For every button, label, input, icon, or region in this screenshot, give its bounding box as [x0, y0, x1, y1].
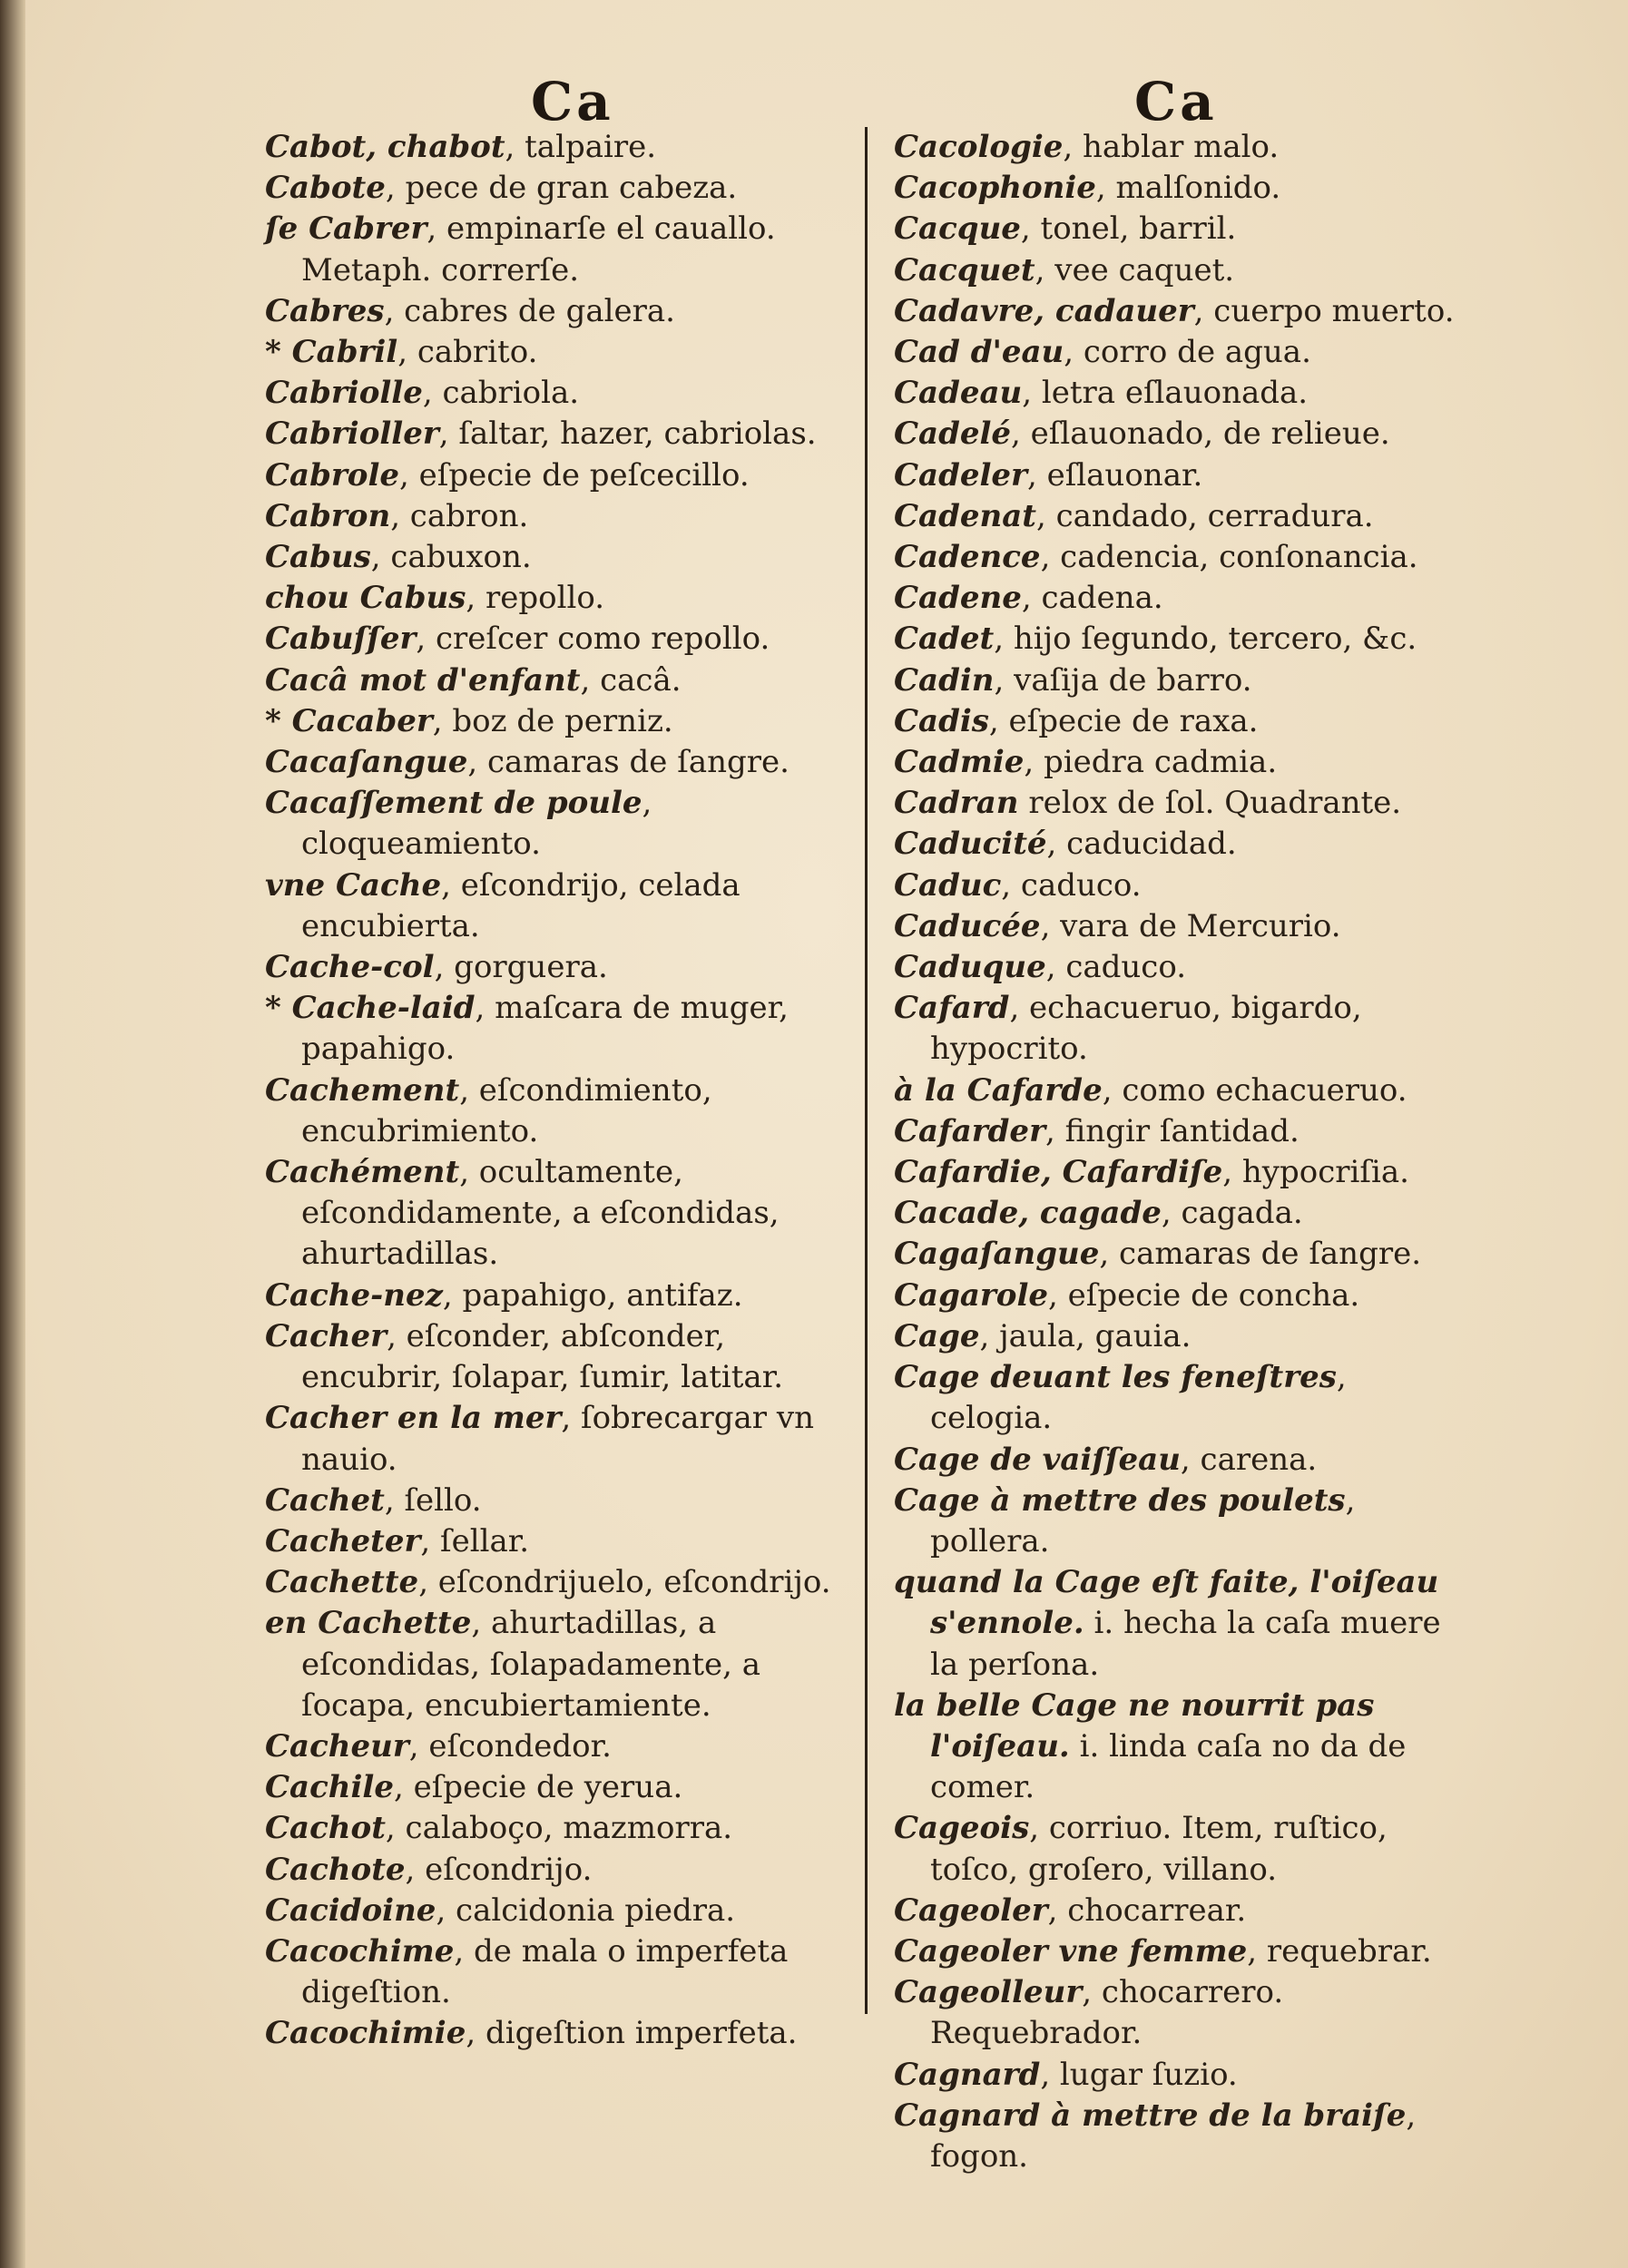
entry-definition: , repollo. — [466, 580, 605, 617]
dictionary-entry — [894, 578, 1456, 619]
entry-headword: Cabrole — [265, 456, 400, 494]
entry-headword: Cacheur — [265, 1727, 409, 1765]
entry-headword: * Cache-laid — [265, 990, 476, 1027]
entry-headword: Cafarder — [894, 1112, 1045, 1149]
dictionary-entry — [265, 1767, 864, 1808]
entry-headword: Caducée — [894, 907, 1041, 944]
entry-definition: , cadencia, conſonancia. — [1040, 539, 1418, 576]
entry-definition: , digeſtion imperfeta. — [466, 2015, 798, 2052]
dictionary-entry — [894, 1111, 1456, 1152]
entry-definition: , ſello. — [384, 1481, 482, 1519]
entry-definition: , ſellar. — [420, 1522, 530, 1559]
dictionary-entry — [265, 1808, 864, 1849]
entry-headword: Cadenat — [894, 497, 1036, 534]
entry-headword: Cadavre, cadauer — [894, 292, 1194, 329]
entry-headword: * Cabril — [265, 334, 398, 371]
entry-headword: Cacophonie — [894, 170, 1096, 207]
entry-headword: ſe Cabrer — [265, 210, 427, 248]
dictionary-entry — [265, 578, 864, 619]
entry-definition: , ſaltar, hazer, cabriolas. — [438, 415, 817, 453]
entry-headword: Caduque — [894, 949, 1046, 986]
entry-definition: , cabriola. — [422, 375, 580, 412]
dictionary-entry — [894, 988, 1456, 1070]
entry-headword: Cabres — [265, 292, 385, 329]
entry-definition: , candado, cerradura. — [1035, 497, 1374, 534]
entry-definition: , corriuo. Item, ruſtico, toſco, groſero, villano. — [930, 1810, 1388, 1888]
dictionary-entry — [894, 496, 1456, 537]
entry-definition: , eſpecie de raxa. — [988, 702, 1259, 739]
entry-definition: , ahurtadillas, a eſcondidas, ſolapadamente, a ſocapa, encubiertamiente. — [301, 1605, 761, 1724]
running-header-left: Ca — [531, 71, 614, 132]
entry-headword: Cagnard — [894, 2056, 1041, 2093]
entry-definition: , talpaire. — [505, 129, 657, 165]
entry-headword: Cacochimie — [265, 2015, 466, 2052]
dictionary-entry — [894, 168, 1456, 209]
entry-headword: Cachément — [265, 1154, 460, 1191]
entry-definition: , pollera. — [930, 1481, 1356, 1559]
entry-definition: , carena. — [1180, 1441, 1318, 1478]
entry-headword: la belle Cage ne nourrit pas l'oiſeau. — [894, 1686, 1375, 1765]
entry-definition: , eſcondrijo, celada encubierta. — [301, 866, 740, 944]
entry-headword: Cagnard à mettre de la braiſe — [894, 2097, 1407, 2134]
dictionary-entry — [894, 1276, 1456, 1316]
entry-definition: , creſcer como repollo. — [416, 621, 770, 658]
entry-definition: , como echacueruo. — [1102, 1071, 1407, 1109]
dictionary-entry — [894, 1686, 1456, 1809]
dictionary-entry — [265, 1562, 864, 1603]
entry-definition: , vaſija de barro. — [994, 661, 1252, 699]
entry-definition: , eſconder, abſconder, encubrir, ſolapar, ſumir, latitar. — [301, 1317, 784, 1396]
dictionary-entry — [265, 1891, 864, 1931]
entry-definition: i. linda caſa no da de comer. — [930, 1727, 1407, 1806]
dictionary-entry — [265, 209, 864, 290]
entry-headword: Cachote — [265, 1851, 406, 1888]
entry-definition: , echacueruo, bigardo, hypocrito. — [930, 990, 1362, 1068]
entry-definition: , papahigo, antifaz. — [442, 1276, 743, 1314]
dictionary-entry — [894, 291, 1456, 332]
dictionary-entry — [894, 537, 1456, 578]
dictionary-entry — [265, 455, 864, 496]
entry-definition: , empinarſe el cauallo. Metaph. correrſe. — [301, 210, 776, 288]
dictionary-entry — [894, 660, 1456, 701]
entry-headword: Caduc — [894, 866, 1002, 904]
entry-definition: , eſcondimiento, encubrimiento. — [301, 1071, 712, 1149]
dictionary-entry — [894, 209, 1456, 249]
dictionary-entry — [265, 414, 864, 455]
entry-headword: à la Cafarde — [894, 1071, 1103, 1109]
entry-definition: , calcidonia piedra. — [436, 1892, 736, 1929]
entry-definition: , chocarrero. Requebrador. — [930, 1974, 1284, 2052]
entry-headword: Cabuſſer — [265, 621, 417, 658]
running-header-right: Ca — [1134, 71, 1218, 132]
entry-definition: , vee caquet. — [1035, 251, 1235, 288]
entry-headword: Cadet — [894, 621, 995, 658]
entry-definition: , boz de perniz. — [432, 702, 673, 739]
entry-definition: , cadena. — [1021, 580, 1163, 617]
entry-definition: , piedra cadmia. — [1024, 744, 1278, 781]
entry-headword: Cacaſangue — [265, 744, 468, 781]
dictionary-entry — [894, 1152, 1456, 1193]
dictionary-entry — [894, 1891, 1456, 1931]
entry-headword: Cafard — [894, 990, 1010, 1027]
entry-definition: , hijo ſegundo, tercero, &c. — [994, 621, 1417, 658]
entry-definition: , jaula, gauia. — [979, 1317, 1192, 1354]
dictionary-entry — [265, 168, 864, 209]
entry-definition: , eſlauonar. — [1026, 456, 1203, 494]
entry-definition: , chocarrear. — [1047, 1892, 1247, 1929]
entry-headword: Cageois — [894, 1810, 1030, 1847]
dictionary-entry — [894, 1481, 1456, 1562]
entry-definition: , cagada. — [1161, 1195, 1303, 1232]
dictionary-entry — [894, 1234, 1456, 1275]
dictionary-entry — [894, 414, 1456, 455]
entry-headword: Cacochime — [265, 1932, 455, 1970]
entry-definition: , tonel, barril. — [1020, 210, 1237, 248]
entry-headword: Cage — [894, 1317, 980, 1354]
entry-headword: Cacaſſement de poule — [265, 785, 642, 822]
entry-definition: , caduco. — [1045, 949, 1187, 986]
entry-headword: Cachet — [265, 1481, 385, 1519]
entry-headword: Cadran — [894, 785, 1019, 822]
entry-definition: , cacâ. — [580, 661, 682, 699]
dictionary-entry — [894, 742, 1456, 783]
entry-headword: Cachement — [265, 1071, 460, 1109]
dictionary-entry — [894, 865, 1456, 906]
entry-headword: Cagarole — [894, 1276, 1049, 1314]
entry-headword: Cadeler — [894, 456, 1027, 494]
dictionary-entry — [894, 1316, 1456, 1357]
entry-definition: , calaboço, mazmorra. — [385, 1810, 733, 1847]
entry-headword: Cadeau — [894, 375, 1023, 412]
entry-headword: Cage de vaiſſeau — [894, 1441, 1181, 1478]
entry-headword: Cacque — [894, 210, 1021, 248]
entry-headword: Cacâ mot d'enfant — [265, 661, 581, 699]
column-divider — [865, 127, 868, 2014]
entry-definition: , fogon. — [930, 2097, 1417, 2175]
entry-definition: , gorguera. — [434, 949, 608, 986]
dictionary-entry — [265, 947, 864, 988]
entry-headword: vne Cache — [265, 866, 442, 904]
entry-definition: relox de ſol. Quadrante. — [1018, 785, 1402, 822]
entry-headword: Cabus — [265, 539, 371, 576]
dictionary-entry — [894, 1440, 1456, 1481]
entry-definition: , letra eſlauonada. — [1022, 375, 1309, 412]
entry-definition: , eſpecie de concha. — [1048, 1276, 1360, 1314]
entry-definition: , fingir ſantidad. — [1044, 1112, 1299, 1149]
entry-headword: Cabot, chabot — [265, 129, 505, 165]
dictionary-entry — [894, 619, 1456, 660]
entry-headword: Cabron — [265, 497, 391, 534]
dictionary-entry — [265, 373, 864, 414]
dictionary-entry — [265, 1603, 864, 1726]
dictionary-entry — [265, 2013, 864, 2054]
entry-headword: Cadene — [894, 580, 1022, 617]
dictionary-entry — [265, 1398, 864, 1480]
dictionary-entry — [265, 1521, 864, 1562]
entry-definition: , eſpecie de peſcecillo. — [399, 456, 750, 494]
entry-headword: Cabriolle — [265, 375, 423, 412]
entry-headword: Cachette — [265, 1564, 419, 1601]
entry-headword: Cadin — [894, 661, 995, 699]
dictionary-entry — [265, 127, 864, 168]
entry-headword: Cache-col — [265, 949, 435, 986]
dictionary-entry — [265, 742, 864, 783]
entry-headword: quand la Cage eſt faite, l'oiſeau s'ennole. — [894, 1564, 1439, 1642]
dictionary-entry — [265, 1316, 864, 1398]
dictionary-entry — [894, 455, 1456, 496]
entry-definition: , eſpecie de yerua. — [393, 1769, 683, 1806]
entry-headword: Cache-nez — [265, 1276, 443, 1314]
entry-definition: , ocultamente, eſcondidamente, a eſcondidas, ahurtadillas. — [301, 1154, 780, 1273]
entry-definition: , cabres de galera. — [384, 292, 675, 329]
entry-definition: , celogia. — [930, 1359, 1347, 1437]
entry-definition: , cabron. — [390, 497, 529, 534]
entry-definition: , hypocriſia. — [1222, 1154, 1409, 1191]
entry-headword: * Cacaber — [265, 702, 433, 739]
dictionary-entry — [894, 1193, 1456, 1234]
entry-headword: Cadmie — [894, 744, 1025, 781]
entry-definition: , cloqueamiento. — [301, 785, 652, 863]
entry-definition: , eſcondrijo. — [405, 1851, 593, 1888]
entry-headword: Cageolleur — [894, 1974, 1083, 2011]
entry-headword: en Cachette — [265, 1605, 472, 1642]
dictionary-entry — [894, 701, 1456, 742]
dictionary-entry — [894, 1562, 1456, 1686]
entry-definition: , camaras de ſangre. — [467, 744, 789, 781]
entry-definition: , eſlauonado, de relieue. — [1011, 415, 1390, 453]
entry-definition: , requebrar. — [1247, 1932, 1432, 1970]
dictionary-entry — [894, 906, 1456, 947]
entry-headword: Cacheter — [265, 1522, 421, 1559]
entry-headword: Cage deuant les feneſtres — [894, 1359, 1337, 1396]
entry-definition: , eſcondrijuelo, eſcondrijo. — [418, 1564, 831, 1601]
entry-headword: Cabote — [265, 170, 386, 207]
dictionary-entry — [894, 783, 1456, 824]
entry-headword: Cacher — [265, 1317, 387, 1354]
entry-headword: Cachot — [265, 1810, 386, 1847]
dictionary-entry — [894, 1357, 1456, 1439]
dictionary-entry — [265, 1481, 864, 1521]
left-column — [265, 127, 864, 2055]
entry-definition: , eſcondedor. — [408, 1727, 612, 1765]
dictionary-entry — [894, 2055, 1456, 2096]
entry-definition: , camaras de ſangre. — [1099, 1236, 1422, 1273]
dictionary-entry — [894, 373, 1456, 414]
dictionary-entry — [894, 127, 1456, 168]
entry-definition: i. hecha la caſa muere la perſona. — [930, 1605, 1441, 1683]
entry-headword: Cafardie, Cafardiſe — [894, 1154, 1223, 1191]
dictionary-entry — [894, 1931, 1456, 1972]
entry-headword: Caducité — [894, 826, 1047, 863]
dictionary-entry — [894, 1070, 1456, 1111]
entry-headword: Cadelé — [894, 415, 1012, 453]
entry-headword: Cadence — [894, 539, 1041, 576]
dictionary-entry — [894, 2096, 1456, 2177]
dictionary-entry — [265, 1152, 864, 1276]
dictionary-entry — [265, 783, 864, 865]
entry-definition: , pece de gran cabeza. — [385, 170, 738, 207]
dictionary-entry — [265, 1931, 864, 2013]
dictionary-entry — [265, 701, 864, 742]
entry-definition: , caducidad. — [1046, 826, 1237, 863]
dictionary-entry — [265, 619, 864, 660]
dictionary-entry — [894, 1808, 1456, 1890]
right-column — [894, 127, 1456, 2177]
entry-definition: , corro de agua. — [1064, 334, 1311, 371]
entry-definition: , caduco. — [1001, 866, 1142, 904]
entry-definition: , cabrito. — [397, 334, 538, 371]
entry-headword: Cacidoine — [265, 1892, 436, 1929]
entry-definition: , cabuxon. — [370, 539, 532, 576]
entry-headword: Cachile — [265, 1769, 394, 1806]
dictionary-entry — [265, 660, 864, 701]
entry-definition: , hablar malo. — [1063, 129, 1280, 165]
dictionary-entry — [894, 250, 1456, 291]
entry-definition: , de mala o imperfeta digeſtion. — [301, 1932, 789, 2011]
entry-headword: Cacade, cagade — [894, 1195, 1162, 1232]
entry-definition: , lugar ſuzio. — [1040, 2056, 1238, 2093]
dictionary-entry — [265, 291, 864, 332]
entry-definition: , maſcara de muger, papahigo. — [301, 990, 789, 1068]
entry-headword: chou Cabus — [265, 580, 466, 617]
entry-headword: Cage à mettre des poulets — [894, 1481, 1346, 1519]
dictionary-entry — [265, 988, 864, 1070]
entry-headword: Cacquet — [894, 251, 1035, 288]
dictionary-entry — [894, 824, 1456, 865]
entry-definition: , cuerpo muerto. — [1193, 292, 1455, 329]
dictionary-entry — [265, 865, 864, 947]
dictionary-entry — [894, 1972, 1456, 2054]
page-edge — [0, 0, 25, 2268]
dictionary-entry — [265, 1850, 864, 1891]
dictionary-entry — [265, 1726, 864, 1767]
entry-definition: , vara de Mercurio. — [1040, 907, 1341, 944]
entry-headword: Cad d'eau — [894, 334, 1064, 371]
dictionary-entry — [265, 332, 864, 373]
entry-headword: Cageoler — [894, 1892, 1048, 1929]
dictionary-entry — [265, 537, 864, 578]
dictionary-entry — [894, 332, 1456, 373]
dictionary-entry — [265, 496, 864, 537]
entry-headword: Cadis — [894, 702, 989, 739]
entry-headword: Cagaſangue — [894, 1236, 1100, 1273]
entry-definition: , malſonido. — [1095, 170, 1281, 207]
entry-headword: Cacher en la mer — [265, 1400, 562, 1437]
entry-definition: , ſobrecargar vn nauio. — [301, 1400, 814, 1478]
entry-headword: Cabrioller — [265, 415, 439, 453]
entry-headword: Cageoler vne femme — [894, 1932, 1248, 1970]
entry-headword: Cacologie — [894, 129, 1064, 165]
dictionary-entry — [265, 1276, 864, 1316]
dictionary-entry — [894, 947, 1456, 988]
dictionary-entry — [265, 1070, 864, 1152]
